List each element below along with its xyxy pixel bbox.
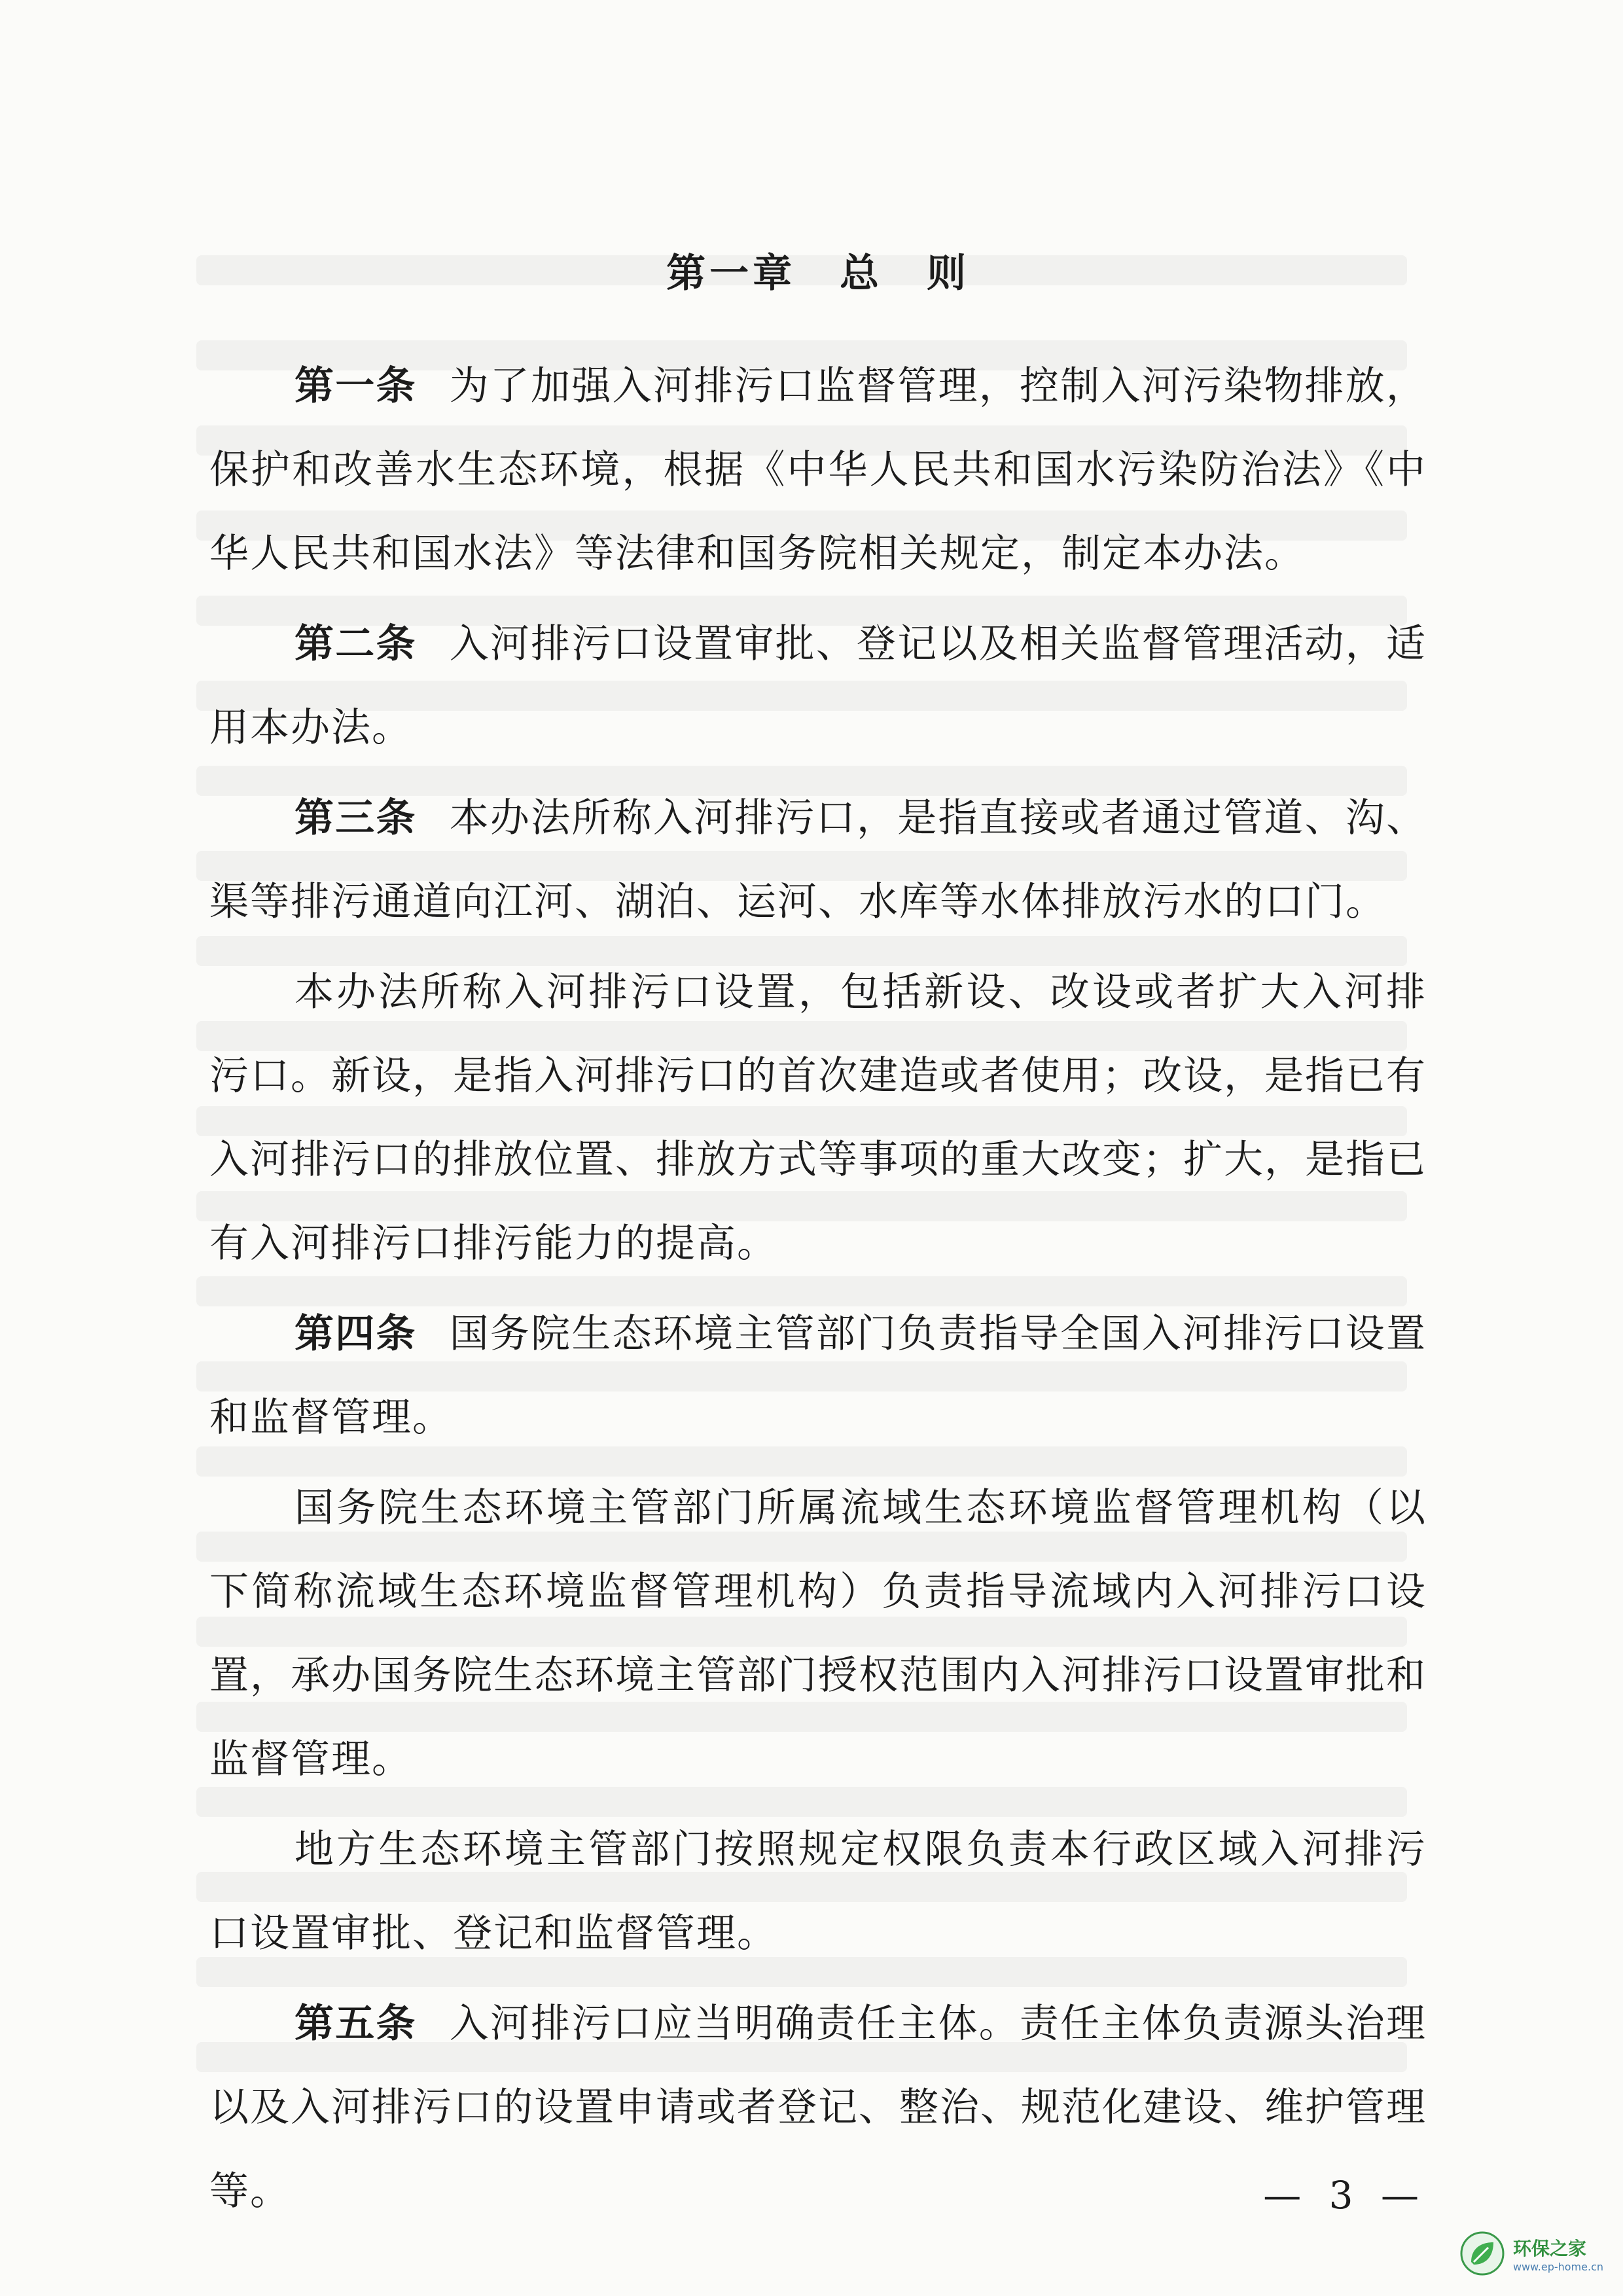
paragraph-text: 国务院生态环境主管部门所属流域生态环境监督管理机构（以下简称流域生态环境监督管理机构）负责指导流域内入河排污口设置，承办国务院生态环境主管部门授权范围内入河排污口设置审批和监督管理。 (209, 1485, 1427, 1782)
paragraph-article-5 (209, 1982, 1427, 2233)
paragraph-article-4-continued (209, 1808, 1427, 1975)
paragraph-article-3 (209, 776, 1427, 944)
paragraph-text: 国务院生态环境主管部门负责指导全国入河排污口设置和监督管理。 (209, 1311, 1427, 1441)
article-label: 第五条 (294, 2001, 417, 2047)
watermark-title: 环保之家 (1512, 2237, 1586, 2259)
article-label: 第二条 (294, 621, 417, 667)
paragraph-text: 本办法所称入河排污口设置，包括新设、改设或者扩大入河排污口。新设，是指入河排污口的首次建造或者使用；改设，是指已有入河排污口的排放位置、排放方式等事项的重大改变；扩大，是指已有入河排污口排污能力的提高。 (209, 969, 1427, 1266)
paragraph-text: 为了加强入河排污口监督管理，控制入河污染物排放，保护和改善水生态环境，根据《中华人民共和国水污染防治法》《中华人民共和国水法》等法律和国务院相关规定，制定本办法。 (209, 363, 1427, 577)
watermark-url: www.ep-home.cn (1512, 2260, 1603, 2273)
page-number: — 3 — (1263, 2173, 1427, 2217)
watermark-text (1513, 2234, 1603, 2273)
leaf-logo-icon (1459, 2231, 1505, 2276)
article-label: 第一条 (294, 363, 417, 409)
paragraph-article-1 (209, 344, 1427, 596)
chapter-title: 第一章 总 则 (666, 251, 970, 296)
paragraph-text: 入河排污口设置审批、登记以及相关监督管理活动，适用本办法。 (209, 621, 1427, 751)
paragraph-text: 本办法所称入河排污口，是指直接或者通过管道、沟、渠等排污通道向江河、湖泊、运河、水库等水体排放污水的口门。 (209, 795, 1427, 925)
article-label: 第四条 (294, 1311, 417, 1357)
watermark (1459, 2231, 1603, 2276)
paragraph-text: 地方生态环境主管部门按照规定权限负责本行政区域入河排污口设置审批、登记和监督管理。 (209, 1827, 1427, 1956)
document-body (209, 242, 1427, 2240)
paragraph-article-3-continued (209, 950, 1427, 1285)
paragraph-text: 入河排污口应当明确责任主体。责任主体负责源头治理以及入河排污口的设置申请或者登记、整治、规范化建设、维护管理等。 (209, 2001, 1427, 2214)
article-label: 第三条 (294, 795, 417, 841)
paragraph-article-4-continued (209, 1466, 1427, 1801)
paragraph-article-2 (209, 602, 1427, 770)
paragraph-article-4 (209, 1292, 1427, 1460)
